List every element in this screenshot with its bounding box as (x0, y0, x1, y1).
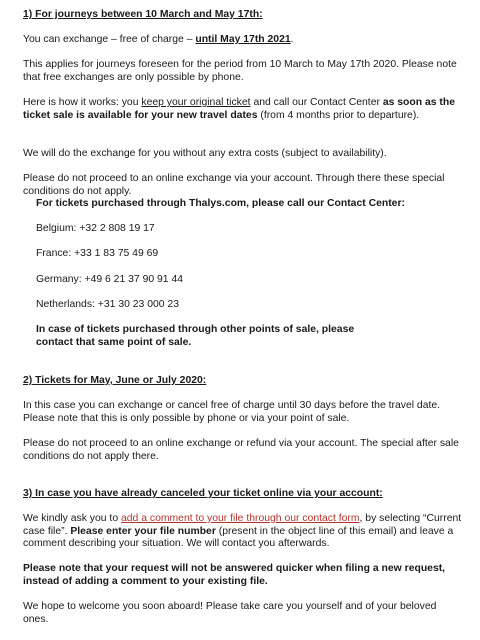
other-points-of-sale-text: In case of tickets purchased through other points of sale, please contact that same point of sale. (36, 324, 355, 348)
section-3-heading: 3) In case you have already canceled your ticket online via your account: (23, 488, 383, 499)
file-number-text: Please enter your file number (70, 525, 216, 537)
text-span: (present in the object line of this email) and leave a comment describing your situation. We will contact you afterwards. (23, 525, 454, 550)
phone-germany: Germany: +49 6 21 37 90 91 44 (36, 274, 184, 285)
text-span: We kindly ask you to (23, 513, 121, 524)
text-span: (from 4 months prior to departure). (257, 109, 420, 121)
section-2-heading: 2) Tickets for May, June or July 2020: (23, 375, 207, 386)
new-request-note: Please note that your request will not be answered quicker when filing a new request, instead of adding a comment to your existing file. (23, 563, 446, 587)
section-1-paragraph-1 (23, 34, 463, 47)
contact-center-heading (36, 198, 456, 211)
section-1-heading: 1) For journeys between 10 March and May 17th: (23, 9, 263, 20)
closing-paragraph: We hope to welcome you soon aboard! Please take care you yourself and of your beloved ones. (23, 601, 437, 625)
section-1-paragraph-2: This applies for journeys foreseen for the period from 10 March to May 17th 2020. Please note that free exchanges are only possible by phone. (23, 59, 457, 83)
contact-form-link[interactable]: add a comment to your file through our contact form (121, 513, 360, 524)
section-1-paragraph-4: We will do the exchange for you without any extra costs (subject to availability). (23, 148, 387, 159)
phone-belgium: Belgium: +32 2 808 19 17 (36, 223, 155, 234)
text-span: , by selecting “Current case file”. (23, 513, 462, 537)
section-1-paragraph-5: Please do not proceed to an online exchange via your account. Through there these special conditions do not apply. (23, 173, 445, 197)
phone-france: France: +33 1 83 75 49 69 (36, 248, 159, 259)
other-points-of-sale-note (36, 324, 376, 349)
phone-netherlands: Netherlands: +31 30 23 000 23 (36, 299, 179, 310)
text-span: and call our Contact Center (250, 97, 383, 108)
deadline-text: until May 17th 2021 (195, 34, 291, 45)
keep-ticket-text: keep your original ticket (141, 97, 251, 108)
section-3-paragraph-2 (23, 563, 463, 588)
section-3-paragraph-1 (23, 513, 463, 551)
contact-center-heading-text: For tickets purchased through Thalys.com, please call our Contact Center: (36, 198, 405, 209)
section-2-paragraph-1: In this case you can exchange or cancel free of charge until 30 days before the travel date. Please note that this is only possible by phone or via your point of sale. (23, 400, 441, 424)
ticket-sale-text: as soon as the ticket sale is available for your new travel dates (23, 97, 456, 121)
section-2-paragraph-2: Please do not proceed to an online exchange or refund via your account. The special after sale conditions do not apply there. (23, 438, 459, 462)
text-span: . (290, 34, 294, 45)
text-span: You can exchange – free of charge – (23, 34, 196, 45)
section-1-paragraph-3 (23, 97, 463, 122)
text-span: Here is how it works: you (23, 97, 142, 108)
